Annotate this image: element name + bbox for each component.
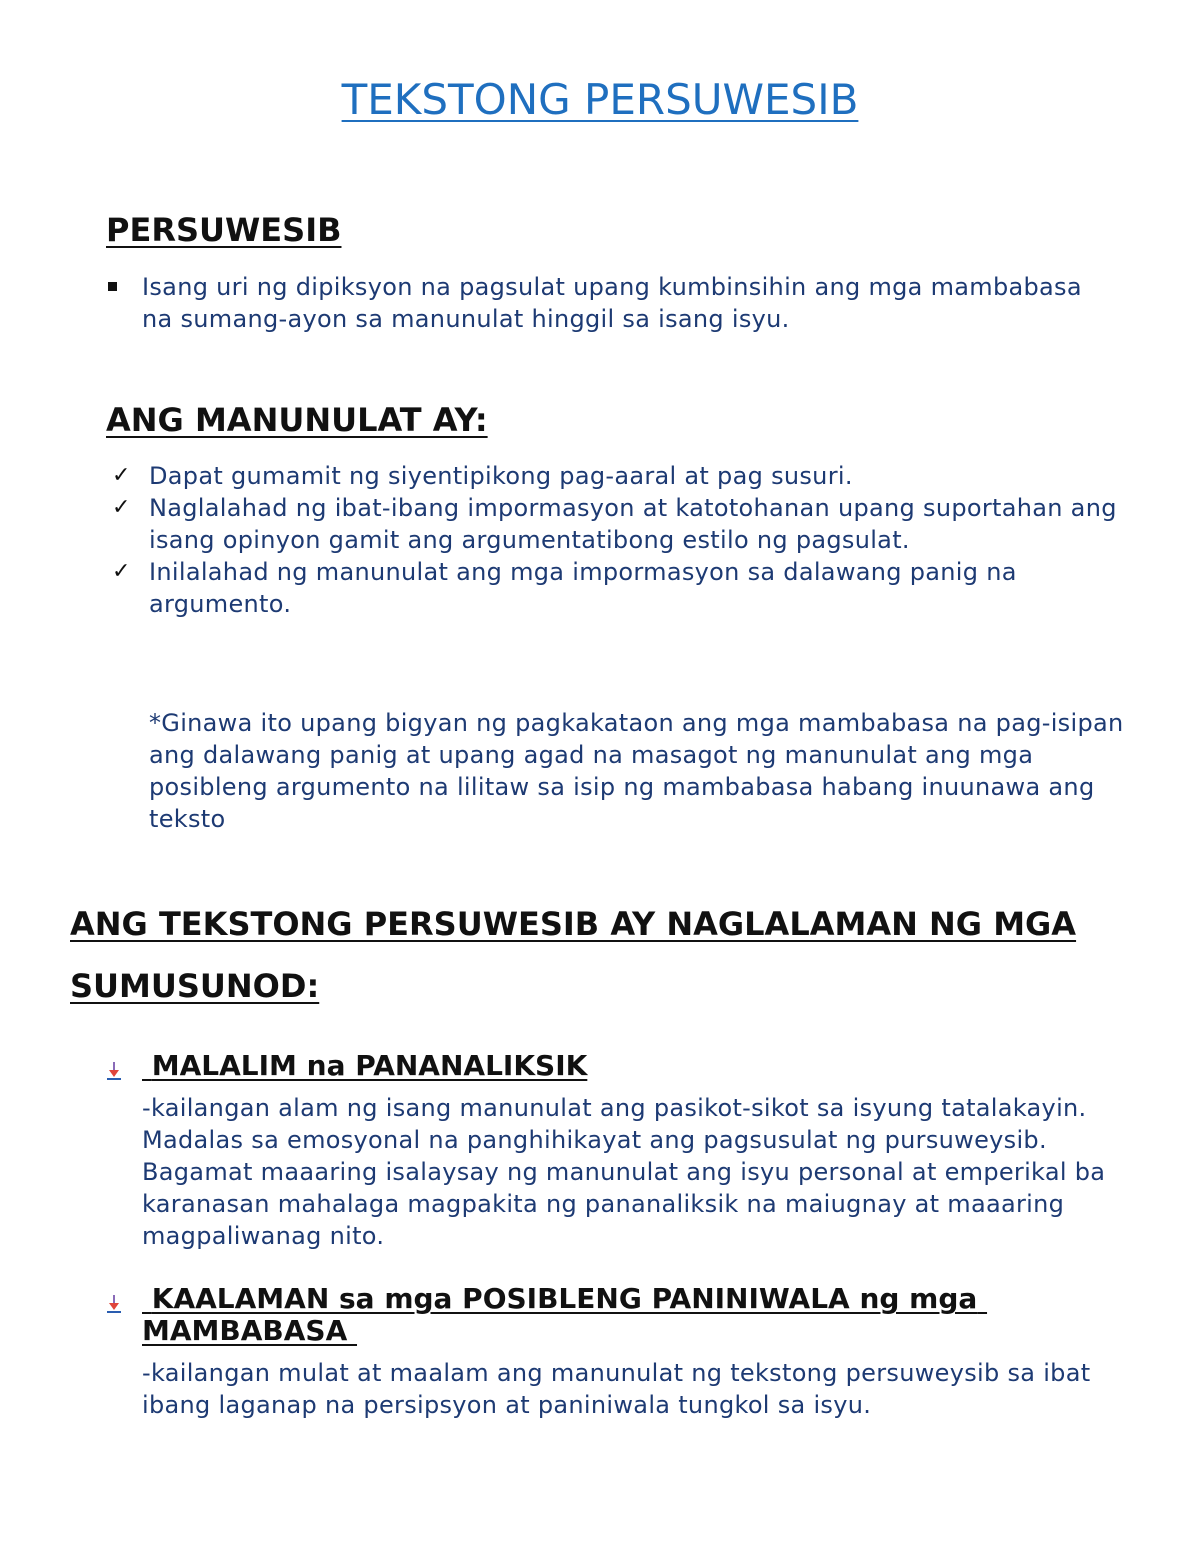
checkmark-icon: ✓ — [112, 559, 131, 584]
list-item — [112, 460, 1132, 492]
persuwesib-heading: PERSUWESIB — [106, 211, 342, 249]
manunulat-checklist — [112, 460, 1132, 620]
square-bullet-icon — [108, 282, 117, 291]
checkmark-icon: ✓ — [112, 495, 131, 520]
section-header — [104, 1283, 1124, 1347]
list-item — [112, 492, 1132, 556]
definition-text: Isang uri ng dipiksyon na pagsulat upang kumbinsihin ang mga mambabasa na sumang-ayon sa manunulat hinggil sa isang isyu. — [142, 273, 1082, 333]
section-title: KAALAMAN sa mga POSIBLENG PANINIWALA ng mga MAMBABASA — [142, 1282, 988, 1347]
persuwesib-definition — [108, 271, 1108, 335]
manunulat-heading: ANG MANUNULAT AY: — [106, 401, 488, 439]
down-arrow-bullet-icon — [104, 1058, 124, 1082]
section-header — [104, 1050, 1124, 1082]
checklist-text: Dapat gumamit ng siyentipikong pag-aaral at pag susuri. — [149, 462, 853, 490]
document-title: TEKSTONG PERSUWESIB — [341, 75, 859, 124]
naglalaman-heading: ANG TEKSTONG PERSUWESIB AY NAGLALAMAN NG MGA SUMUSUNOD: — [70, 905, 1077, 1005]
manunulat-note: *Ginawa ito upang bigyan ng pagkakataon ang mga mambabasa na pag-isipan ang dalawang panig at upang agad na masagot ng manunulat ang mga posibleng argumento na lilitaw sa isip ng mambabasa habang inuunawa ang teksto — [149, 709, 1124, 833]
section-body: -kailangan mulat at maalam ang manunulat ng tekstong persuweysib sa ibat ibang laganap na persipsyon at paniniwala tungkol sa isyu. — [142, 1359, 1091, 1419]
section-body: -kailangan alam ng isang manunulat ang pasikot-sikot sa isyung tatalakayin. Madalas sa emosyonal na panghihikayat ang pagsusulat ng pursuweysib. Bagamat maaaring isalaysay ng manunulat ang isyu personal at emperikal ba karanasan mahalaga magpakita ng pananaliksik na maiugnay at maaaring magpaliwanag nito. — [142, 1094, 1106, 1250]
section-title: MALALIM na PANANALIKSIK — [142, 1049, 588, 1082]
definition-bullet-row — [108, 271, 1108, 335]
list-item — [112, 556, 1132, 620]
section-kaalaman-sa-paniniwala — [104, 1283, 1124, 1421]
checklist-text: Naglalahad ng ibat-ibang impormasyon at katotohanan upang suportahan ang isang opinyon gamit ang argumentatibong estilo ng pagsulat. — [149, 494, 1117, 554]
checklist-text: Inilalahad ng manunulat ang mga impormasyon sa dalawang panig na argumento. — [149, 558, 1017, 618]
down-arrow-bullet-icon — [104, 1291, 124, 1315]
checkmark-icon: ✓ — [112, 463, 131, 488]
section-malalim-na-pananaliksik — [104, 1050, 1124, 1252]
